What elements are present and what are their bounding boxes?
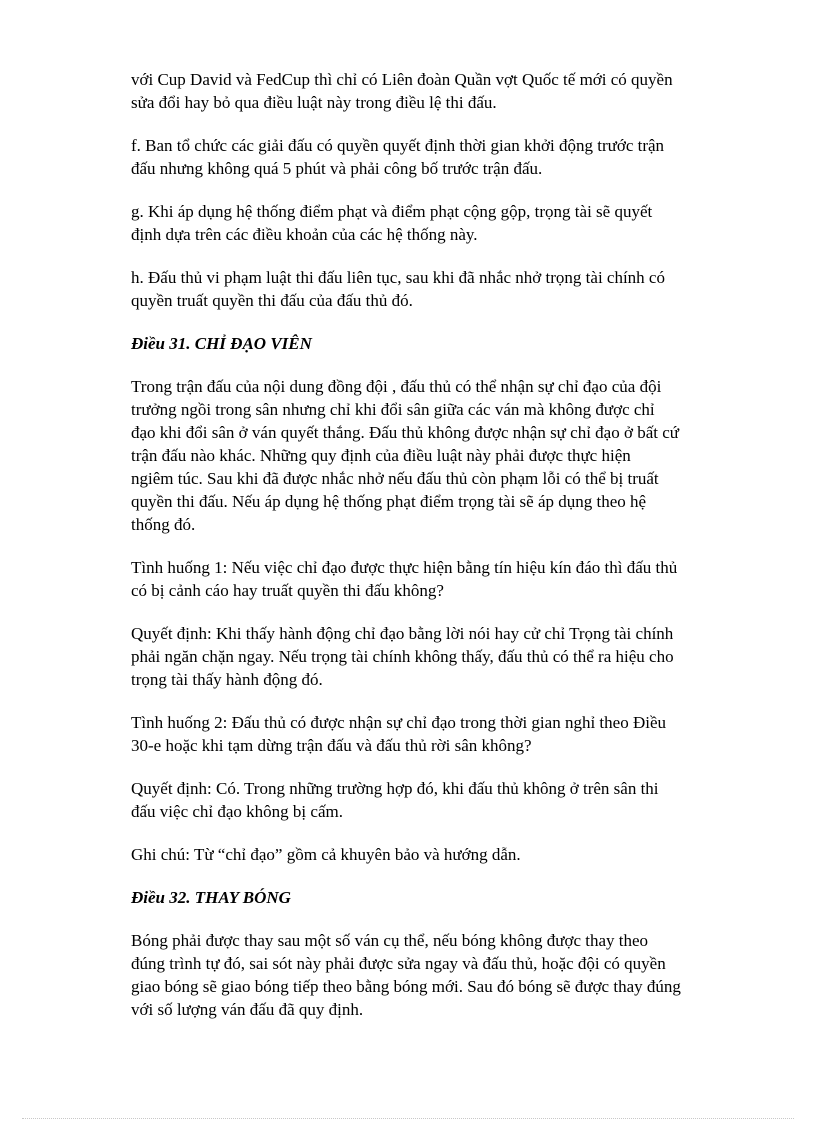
paragraph-h-default: h. Đấu thủ vi phạm luật thi đấu liên tục, sau khi đã nhắc nhở trọng tài chính có quyền truất quyền thi đấu của đấu thủ đó. bbox=[131, 268, 665, 310]
paragraph-cup-david: với Cup David và FedCup thì chỉ có Liên đoàn Quần vợt Quốc tế mới có quyền sửa đổi hay bỏ qua điều luật này trong điều lệ thi đấu. bbox=[131, 70, 673, 112]
heading-article-32: Điều 32. THAY BÓNG bbox=[131, 888, 291, 907]
paragraph-coaching-rule: Trong trận đấu của nội dung đồng đội , đấu thủ có thể nhận sự chỉ đạo của đội trưởng ngồi trong sân nhưng chỉ khi đổi sân giữa các ván mà không được chỉ đạo khi đổi sân ở ván quyết thắng. Đấu thủ không được nhận sự chỉ đạo ở bất cứ trận đấu nào khác. Những quy định của điều luật này phải được thực hiện ngiêm túc. Sau khi đã được nhắc nhở nếu đấu thủ còn phạm lỗi có thể bị truất quyền thi đấu. Nếu áp dụng hệ thống phạt điểm trọng tài sẽ áp dụng theo hệ thống đó. bbox=[131, 377, 679, 534]
document-page bbox=[131, 68, 741, 1041]
heading-article-31: Điều 31. CHỈ ĐẠO VIÊN bbox=[131, 334, 312, 353]
page-bottom-divider bbox=[22, 1118, 794, 1119]
paragraph-case-2: Tình huống 2: Đấu thủ có được nhận sự chỉ đạo trong thời gian nghỉ theo Điều 30-e hoặc khi tạm dừng trận đấu và đấu thủ rời sân không? bbox=[131, 713, 666, 755]
paragraph-note: Ghi chú: Từ “chỉ đạo” gồm cả khuyên bảo và hướng dẫn. bbox=[131, 845, 521, 864]
paragraph-decision-2: Quyết định: Có. Trong những trường hợp đó, khi đấu thủ không ở trên sân thi đấu việc chỉ đạo không bị cấm. bbox=[131, 779, 659, 821]
paragraph-f-warmup: f. Ban tổ chức các giải đấu có quyền quyết định thời gian khởi động trước trận đấu nhưng không quá 5 phút và phải công bố trước trận đấu. bbox=[131, 136, 665, 178]
paragraph-g-penalty: g. Khi áp dụng hệ thống điểm phạt và điểm phạt cộng gộp, trọng tài sẽ quyết định dựa trên các điều khoản của các hệ thống này. bbox=[131, 202, 653, 244]
paragraph-decision-1: Quyết định: Khi thấy hành động chỉ đạo bằng lời nói hay cử chỉ Trọng tài chính phải ngăn chặn ngay. Nếu trọng tài chính không thấy, đấu thủ có thể ra hiệu cho trọng tài thấy hành động đó. bbox=[131, 624, 674, 689]
paragraph-case-1: Tình huống 1: Nếu việc chỉ đạo được thực hiện bằng tín hiệu kín đáo thì đấu thủ có bị cảnh cáo hay truất quyền thi đấu không? bbox=[131, 558, 678, 600]
paragraph-ball-change: Bóng phải được thay sau một số ván cụ thể, nếu bóng không được thay theo đúng trình tự đó, sai sót này phải được sửa ngay và đấu thủ, hoặc đội có quyền giao bóng sẽ giao bóng tiếp theo bằng bóng mới. Sau đó bóng sẽ được thay đúng với số lượng ván đấu đã quy định. bbox=[131, 931, 681, 1019]
